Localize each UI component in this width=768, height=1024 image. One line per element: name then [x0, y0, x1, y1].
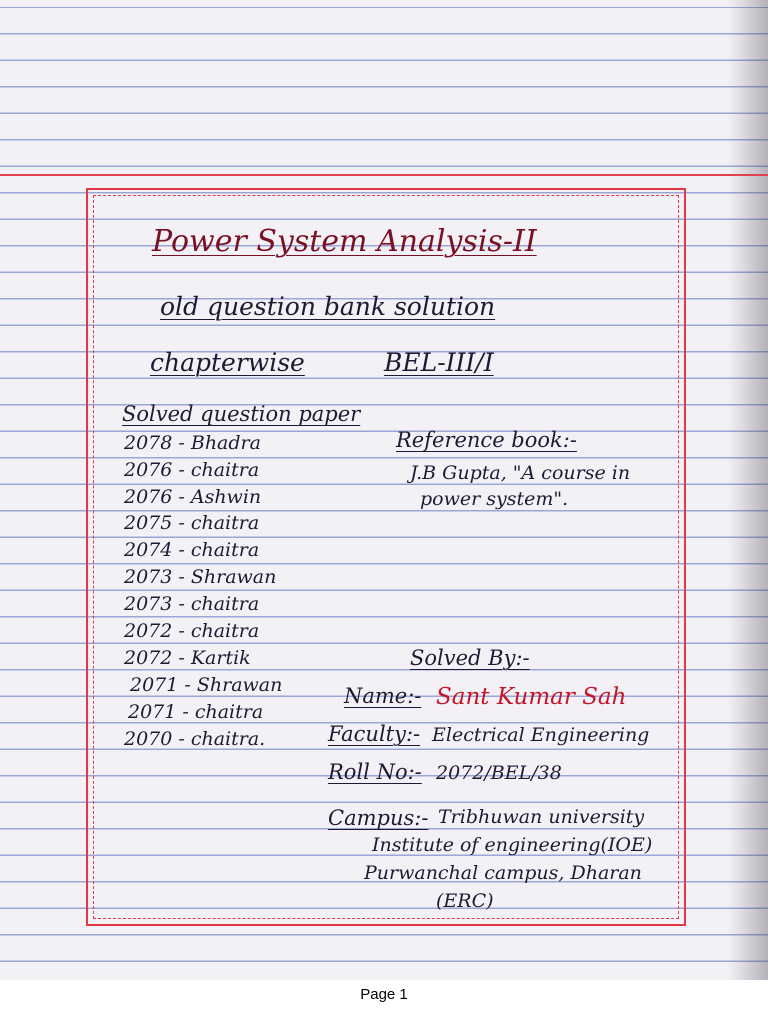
- list-item: 2071 - chaitra: [128, 701, 264, 723]
- name-value: Sant Kumar Sah: [436, 684, 627, 710]
- list-item: 2076 - chaitra: [124, 459, 260, 481]
- campus-line-4: (ERC): [436, 890, 494, 912]
- faculty-label: Faculty:-: [328, 722, 421, 746]
- list-item: 2074 - chaitra: [124, 539, 260, 561]
- faculty-value: Electrical Engineering: [432, 724, 650, 746]
- red-margin-line: [0, 174, 768, 176]
- roll-value: 2072/BEL/38: [436, 762, 562, 784]
- list-item: 2073 - Shrawan: [124, 566, 277, 588]
- solved-by-heading: Solved By:-: [410, 646, 530, 670]
- subtitle: old question bank solution: [160, 292, 496, 321]
- roll-label: Roll No:-: [328, 760, 422, 784]
- page-shadow: [728, 0, 768, 980]
- list-item: 2071 - Shrawan: [130, 674, 283, 696]
- campus-line-2: Institute of engineering(IOE): [372, 834, 653, 856]
- papers-heading: Solved question paper: [122, 402, 361, 426]
- page-number: Page 1: [360, 986, 408, 1003]
- list-item: 2075 - chaitra: [124, 512, 260, 534]
- campus-line-3: Purwanchal campus, Dharan: [364, 862, 642, 884]
- reference-line-2: power system".: [420, 488, 569, 510]
- list-item: 2070 - chaitra.: [124, 728, 266, 750]
- page-title: Power System Analysis-II: [152, 224, 537, 259]
- list-item: 2072 - Kartik: [124, 647, 251, 669]
- course-code: BEL-III/I: [384, 348, 494, 377]
- name-label: Name:-: [344, 684, 422, 708]
- list-item: 2072 - chaitra: [124, 620, 260, 642]
- reference-line-1: J.B Gupta, "A course in: [410, 462, 631, 484]
- list-item: 2076 - Ashwin: [124, 486, 262, 508]
- list-item: 2078 - Bhadra: [124, 432, 261, 454]
- campus-label: Campus:-: [328, 806, 429, 830]
- reference-heading: Reference book:-: [396, 428, 577, 452]
- chapterwise-label: chapterwise: [150, 348, 305, 377]
- campus-line-1: Tribhuwan university: [438, 806, 645, 828]
- list-item: 2073 - chaitra: [124, 593, 260, 615]
